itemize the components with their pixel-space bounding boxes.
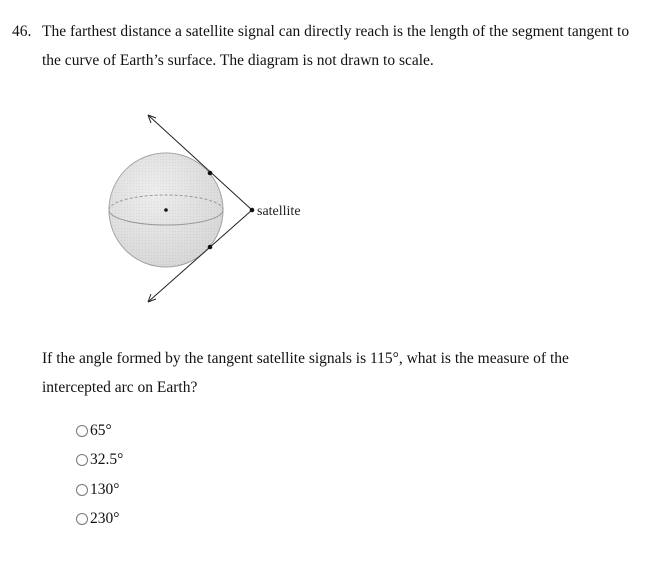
satellite-diagram [100, 105, 330, 310]
question-number: 46. [12, 23, 32, 40]
answer-option-label: 130° [90, 480, 120, 498]
answer-option-label: 65° [90, 421, 112, 439]
answer-options [76, 416, 123, 534]
answer-option[interactable] [76, 416, 123, 446]
prompt-text-line-1: If the angle formed by the tangent satellite signals is 115°, what is the measure of the [42, 350, 569, 367]
question-text-line-2: the curve of Earth’s surface. The diagram is not drawn to scale. [42, 52, 434, 69]
tangent-point-upper [208, 171, 213, 176]
question-text-line-1: The farthest distance a satellite signal can directly reach is the length of the segment tangent to [42, 23, 630, 40]
tangent-point-lower [208, 245, 213, 250]
answer-option[interactable] [76, 475, 123, 505]
radio-button[interactable] [76, 513, 88, 525]
answer-option[interactable] [76, 505, 123, 535]
radio-button[interactable] [76, 484, 88, 496]
answer-option-label: 32.5° [90, 451, 124, 469]
answer-option[interactable] [76, 446, 123, 476]
radio-button[interactable] [76, 425, 88, 437]
earth-center-point [164, 208, 168, 212]
satellite-label: satellite [257, 204, 301, 219]
answer-option-label: 230° [90, 510, 120, 528]
radio-button[interactable] [76, 454, 88, 466]
satellite-point [250, 208, 255, 213]
prompt-text-line-2: intercepted arc on Earth? [42, 379, 198, 396]
